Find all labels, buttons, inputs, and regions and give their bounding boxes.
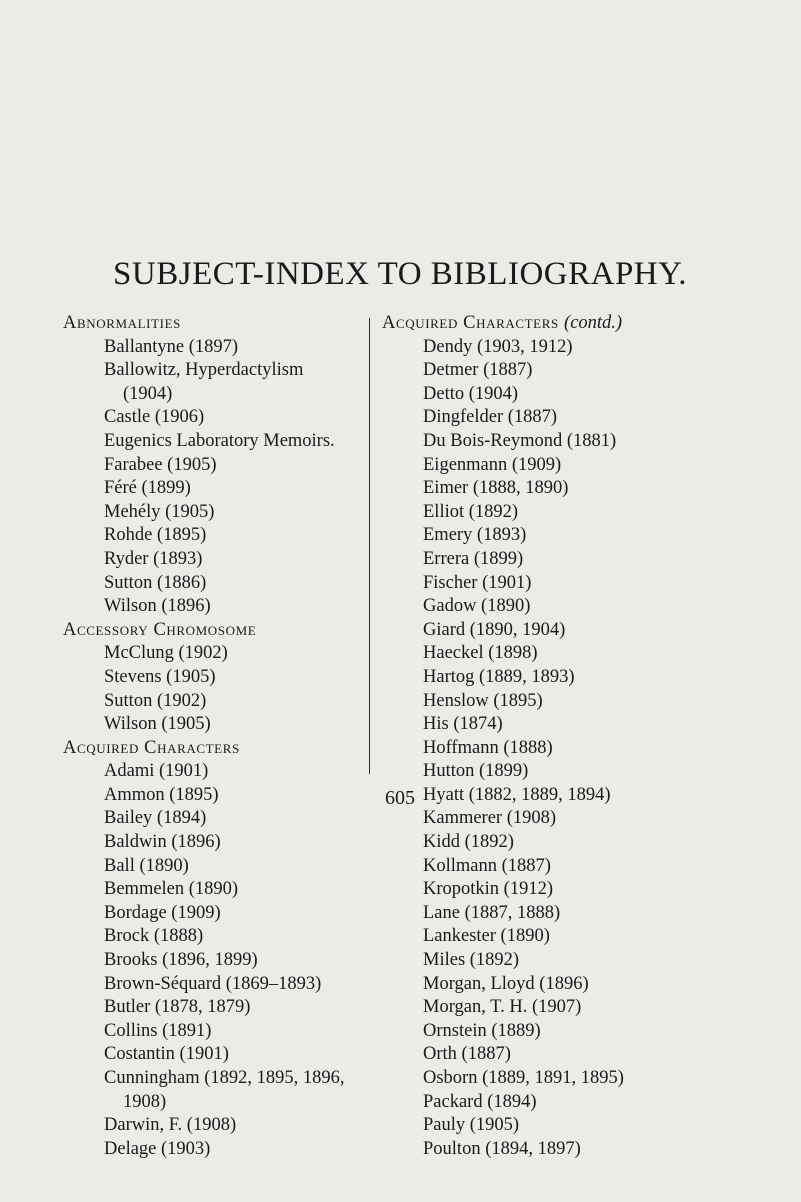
index-entry: Sutton (1886): [104, 572, 207, 593]
index-entry: Ryder (1893): [104, 548, 203, 569]
index-entry: Farabee (1905): [104, 454, 217, 475]
index-entry: Cunningham (1892, 1895, 1896,: [104, 1068, 345, 1088]
index-entry: Orth (1887): [423, 1044, 511, 1065]
left-column: [63, 312, 363, 1161]
index-entry: McClung (1902): [104, 643, 228, 664]
heading-text: Acquired Characters: [382, 313, 559, 333]
heading-suffix: (contd.): [564, 313, 623, 333]
index-entry: Bordage (1909): [104, 902, 221, 923]
index-entry: Hyatt (1882, 1889, 1894): [423, 784, 611, 805]
index-entry: Hutton (1899): [423, 761, 529, 782]
index-entry: Osborn (1889, 1891, 1895): [423, 1068, 624, 1088]
index-entry: Castle (1906): [104, 407, 205, 428]
index-entry: Mehély (1905): [104, 501, 215, 522]
index-entry: Sutton (1902): [104, 690, 207, 711]
index-entry: Miles (1892): [423, 950, 520, 971]
index-entry: Bailey (1894): [104, 808, 207, 829]
index-entry: Ballowitz, Hyperdactylism: [104, 360, 304, 381]
index-entry: His (1874): [423, 714, 503, 735]
index-entry: Eugenics Laboratory Memoirs.: [104, 430, 335, 451]
index-entry: Brock (1888): [104, 926, 204, 947]
index-entry: Hoffmann (1888): [423, 737, 553, 758]
index-entry: Eimer (1888, 1890): [423, 478, 569, 499]
index-entry: Féré (1899): [104, 478, 191, 499]
index-entry: Costantin (1901): [104, 1044, 229, 1065]
index-entry: Wilson (1905): [104, 714, 211, 735]
page-title: SUBJECT-INDEX TO BIBLIOGRAPHY.: [113, 256, 687, 292]
index-entry: Butler (1878, 1879): [104, 997, 251, 1018]
index-entry: Ballantyne (1897): [104, 336, 239, 357]
index-entry: Stevens (1905): [104, 666, 216, 687]
index-entry: Giard (1890, 1904): [423, 619, 566, 640]
index-entry: Brooks (1896, 1899): [104, 950, 258, 971]
index-entry: Lankester (1890): [423, 926, 550, 947]
index-entry: Morgan, T. H. (1907): [423, 997, 582, 1018]
index-entry: Kollmann (1887): [423, 855, 551, 876]
index-entry: Detto (1904): [423, 383, 519, 404]
index-entry: Kidd (1892): [423, 832, 514, 853]
index-entry: Dendy (1903, 1912): [423, 336, 573, 357]
index-entry: Haeckel (1898): [423, 643, 538, 664]
index-entry: Detmer (1887): [423, 360, 533, 381]
index-heading: [382, 312, 682, 336]
index-entry: Poulton (1894, 1897): [423, 1138, 581, 1159]
entry-continuation: 1908): [123, 1091, 167, 1112]
index-entry: Darwin, F. (1908): [104, 1115, 237, 1136]
index-entry: Pauly (1905): [423, 1115, 520, 1136]
index-entry: Delage (1903): [104, 1138, 211, 1159]
index-entry: Lane (1887, 1888): [423, 902, 561, 923]
index-entry: Bemmelen (1890): [104, 879, 239, 900]
index-entry: Morgan, Lloyd (1896): [423, 973, 589, 994]
index-entry: Kropotkin (1912): [423, 879, 553, 900]
index-entry: Emery (1893): [423, 525, 527, 546]
index-entry: Dingfelder (1887): [423, 407, 558, 428]
index-entry: Eigenmann (1909): [423, 454, 562, 475]
index-entry: Hartog (1889, 1893): [423, 666, 575, 687]
index-entry: Collins (1891): [104, 1020, 212, 1041]
index-entry: Wilson (1896): [104, 596, 211, 617]
index-entry: Fischer (1901): [423, 572, 532, 593]
index-entry: Ammon (1895): [104, 784, 219, 805]
index-entry: Baldwin (1896): [104, 832, 221, 853]
index-heading: Acquired Characters: [63, 737, 240, 758]
index-entry: Errera (1899): [423, 548, 524, 569]
index-entry: Packard (1894): [423, 1091, 537, 1112]
entry-continuation: (1904): [123, 383, 173, 404]
index-entry: Ornstein (1889): [423, 1020, 541, 1041]
index-entry: Du Bois-Reymond (1881): [423, 430, 617, 451]
index-entry: Brown-Séquard (1869–1893): [104, 973, 322, 994]
index-entry: Ball (1890): [104, 855, 189, 876]
column-divider: [369, 318, 370, 774]
index-heading: Accessory Chromosome: [63, 619, 257, 640]
index-entry: Henslow (1895): [423, 690, 543, 711]
page-number: 605: [385, 787, 415, 809]
index-heading: Abnormalities: [63, 313, 181, 333]
index-entry: Adami (1901): [104, 761, 209, 782]
index-entry: Gadow (1890): [423, 596, 531, 617]
index-entry: Rohde (1895): [104, 525, 207, 546]
index-entry: Kammerer (1908): [423, 808, 557, 829]
index-entry: Elliot (1892): [423, 501, 519, 522]
right-column: [382, 312, 682, 1161]
